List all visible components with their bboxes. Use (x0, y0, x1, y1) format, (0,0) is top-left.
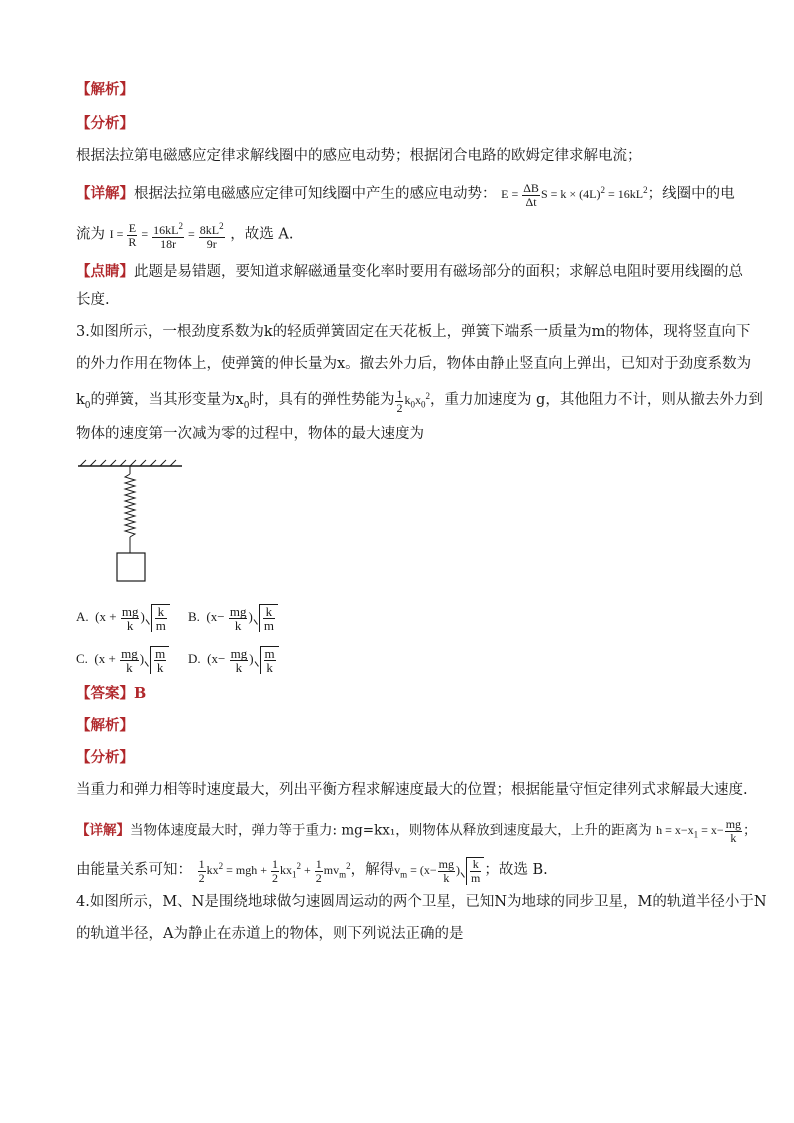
fenxi-heading: 【分析】 (76, 115, 134, 132)
dianjing-text1: 此题是易错题，要知道求解磁通量变化率时要用有磁场部分的面积；求解总电阻时要用线圈的总 (134, 264, 743, 280)
energy-prefix: 由能量关系可知： (76, 862, 192, 878)
elastic-energy-formula: $\frac{1}{2}$ $k_0x_0^2$ (396, 386, 430, 415)
q4-line1: 4.如图所示，M、N是围绕地球做匀速圆周运动的两个卫星，已知N为地球的同步卫星，M的轨道半径小于N (76, 894, 767, 910)
detail-text: 根据法拉第电磁感应定律可知线圈中产生的感应电动势： (134, 186, 497, 202)
q2-dianjing (76, 262, 743, 282)
current-prefix: 流为 (76, 226, 105, 243)
option-d: D. (x− $\frac{mg}{k}$ ) $\frac{m}{k}$ (188, 646, 279, 674)
ceiling-hatch (80, 460, 176, 466)
q2-current (76, 220, 293, 251)
q3-detail-text: 当物体速度最大时，弹力等于重力: mg=kx₁，则物体从释放到速度最大，上升的距离为 (130, 822, 652, 839)
q3-jiexi: 【解析】 (76, 717, 134, 734)
spring-figure (70, 458, 190, 586)
option-a: A. (x + $\frac{mg}{k}$ ) $\frac{k}{m}$ (76, 604, 170, 632)
height-formula: $h = x-x_1 = x-$ $\frac{mg}{k}$ (656, 817, 742, 845)
q3-analysis: 当重力和弹力相等时速度最大，列出平衡方程求解速度最大的位置；根据能量守恒定律列式求解最大速度. (76, 782, 748, 798)
q3-answer: 【答案】B (76, 685, 147, 702)
q3-line3: $k_0$的弹簧，当其形变量为$x_0$时，具有的弹性势能为 $\frac{1}{2}$ $k_0x_0^2$，重力加速度为 g，其他阻力不计，则从撤去外力到 (76, 386, 763, 415)
k0-symbol: k (76, 392, 85, 408)
q4-line2: 的轨道半径，A为静止在赤道上的物体，则下列说法正确的是 (76, 926, 464, 942)
energy-result: $v_m = (x-$ $\frac{mg}{k}$ ) $\frac{k}{m}$ (394, 863, 484, 877)
q2-analysis: 根据法拉第电磁感应定律求解线圈中的感应电动势；根据闭合电路的欧姆定律求解电流； (76, 148, 642, 164)
option-c: C. (x + $\frac{mg}{k}$ ) $\frac{m}{k}$ (76, 646, 169, 674)
q3-energy (76, 856, 548, 885)
emf-formula: E = $\frac{\Delta B}{\Delta t}$ $S = k \times (4L)^2 = 16kL^2$ (501, 180, 648, 209)
option-b: B. (x− $\frac{mg}{k}$ ) $\frac{k}{m}$ (188, 604, 278, 632)
q3-line3c: 时，具有的弹性势能为 (249, 392, 395, 408)
current-after: ，故选 A. (230, 226, 294, 243)
dianjing-label: 【点睛】 (76, 263, 134, 280)
q3-line1: 3.如图所示，一根劲度系数为k的轻质弹簧固定在天花板上，弹簧下端系一质量为m的物体，现将竖直向下 (76, 324, 751, 340)
energy-after: ；故选 B. (484, 862, 548, 878)
q2-detail (76, 180, 735, 209)
energy-formula: $\frac{1}{2}$ $kx^2$ = mgh + $\frac{1}{2}$ $kx_1^2$ + $\frac{1}{2}$ $mv_m^2$ (198, 856, 351, 885)
dianjing-text2: 长度. (76, 292, 110, 308)
q3-line4: 物体的速度第一次减为零的过程中，物体的最大速度为 (76, 426, 424, 442)
q3-fenxi: 【分析】 (76, 749, 134, 766)
spring-coil (125, 474, 135, 537)
q3-line3b: 的弹簧，当其形变量为x (90, 392, 244, 408)
q3-detail-label: 【详解】 (76, 822, 130, 839)
q3-line2: 的外力作用在物体上，使弹簧的伸长量为x。撤去外力后，物体由静止竖直向上弹出，已知对于劲度系数为 (76, 356, 752, 372)
detail-after: ；线圈中的电 (647, 186, 735, 202)
current-formula: I = $\frac{E}{R}$ = $\frac{16kL^2}{18r}$ = $\frac{8kL^2}{9r}$ (109, 221, 224, 251)
jiexi-heading: 【解析】 (76, 81, 134, 98)
q3-line3d: ，重力加速度为 g，其他阻力不计，则从撤去外力到 (429, 392, 763, 408)
mass-block (117, 553, 145, 581)
energy-result-prefix: ，解得 (350, 862, 395, 878)
detail-label: 【详解】 (76, 185, 134, 202)
q3-detail: 【详解】当物体速度最大时，弹力等于重力: mg=kx₁，则物体从释放到速度最大，上升的距离为 $h = x-x_1 = x-$ $\frac{mg}{k}$ ； (76, 817, 757, 845)
